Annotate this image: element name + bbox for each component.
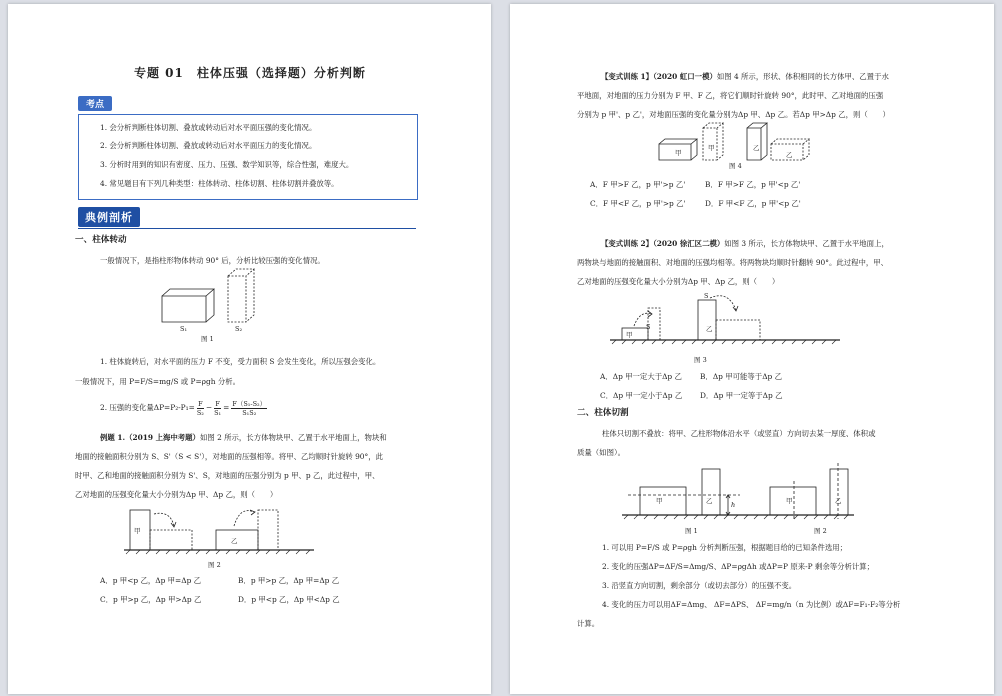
option-d: D．F 甲<F 乙，p 甲'<p 乙' <box>705 199 801 208</box>
figure-4-label-jia: 甲 <box>675 149 682 157</box>
kaodian-tag: 考点 <box>78 96 112 111</box>
paragraph: 一般情况下，是指柱形物体转动 90° 后，分析比较压强的变化情况。 <box>100 256 325 265</box>
figure-3-caption: 图 3 <box>694 356 707 364</box>
figure-3-label-s-yi: S <box>704 292 709 300</box>
figure-3-label-yi: 乙 <box>706 325 713 333</box>
variant-1-first-line <box>601 71 889 82</box>
variant-2-label: 【变式训练 2】（2020 徐汇区二模） <box>601 239 725 248</box>
fraction-denominator: S₂ <box>196 408 204 417</box>
figure-2-caption: 图 2 <box>208 561 221 569</box>
section-heading: 一、柱体转动 <box>75 235 127 245</box>
figure-3-label-jia: 甲 <box>626 331 633 339</box>
paragraph: 计算。 <box>577 619 600 628</box>
paragraph: 一般情况下，用 P=F/S=mg/S 或 P=ρgh 分析。 <box>75 377 241 386</box>
fraction-denominator: S₁S₂ <box>242 408 257 417</box>
example-1-text: 地面的接触面积分别为 S、S'（S < S'），对地面的压强相等。将甲、乙均顺时针旋转 90°，此 <box>75 452 383 461</box>
paragraph: 质量（如图）。 <box>577 448 626 457</box>
figure-2-label-jia: 甲 <box>134 527 141 535</box>
fraction-numerator: F <box>215 399 220 408</box>
figure-1-caption: 图 1 <box>201 335 214 343</box>
fraction <box>197 400 204 417</box>
cut-figure-label-yi: 乙 <box>706 497 713 505</box>
example-1-text: 乙对地面的压强变化量大小分别为Δp 甲、Δp 乙，则（ ） <box>75 490 278 499</box>
formula-line <box>100 396 269 420</box>
figure-4-label-yi: 乙 <box>753 144 760 152</box>
section-band-rule <box>78 228 416 229</box>
figure-4-label-jia-rotated: 甲 <box>708 144 715 152</box>
option-a: A．Δp 甲一定大于Δp 乙 <box>600 372 682 381</box>
formula-prefix: 2. 压强的变化量ΔP=P₂-P₁= <box>100 403 195 412</box>
figure-2-label-yi: 乙 <box>231 537 238 545</box>
cut-figure-label-yi-2: 乙 <box>835 497 842 505</box>
example-1-label: 例题 1.（2019 上海中考题） <box>100 433 200 442</box>
kaodian-item: 2. 会分析判断柱体切割、叠放或转动后对水平面压力的变化情况。 <box>100 141 317 150</box>
list-item: 4. 变化的压力可以用ΔF=Δmg、 ΔF=ΔPS、 ΔF=mg/n（n 为比例）或ΔF=F₁-F₂等分析 <box>602 600 901 609</box>
kaodian-item: 1. 会分析判断柱体切割、叠放或转动后对水平面压强的变化情况。 <box>100 123 317 132</box>
variant-2-first-line <box>601 238 889 249</box>
cut-figure-label-h: h <box>731 501 736 509</box>
option-c: C．p 甲>p 乙，Δp 甲>Δp 乙 <box>100 595 202 604</box>
cut-figure-caption-1: 图 1 <box>685 527 698 535</box>
paragraph: 1. 柱体旋转后，对水平面的压力 F 不变，受力面积 S 会发生变化，所以压强会变化。 <box>100 357 381 366</box>
option-d: D．p 甲<p 乙，Δp 甲<Δp 乙 <box>238 595 340 604</box>
option-c: C．Δp 甲一定小于Δp 乙 <box>600 391 683 400</box>
fraction-numerator: F <box>198 399 203 408</box>
figure-3 <box>610 288 850 352</box>
fraction-numerator: F（S₁-S₂） <box>232 399 267 408</box>
fraction <box>214 400 221 417</box>
example-1-text: 如图 2 所示，长方体物块甲、乙置于水平地面上，物块和 <box>199 433 387 442</box>
example-1-first-line <box>100 432 387 443</box>
fraction <box>231 400 267 417</box>
page-title: 专题 01 柱体压强（选择题）分析判断 <box>134 66 366 80</box>
section-heading: 二、柱体切割 <box>577 408 629 418</box>
figure-1-label-s2: S₂ <box>235 325 243 333</box>
variant-1-label: 【变式训练 1】（2020 虹口一模） <box>601 72 717 81</box>
option-c: C．F 甲<F 乙，p 甲'>p 乙' <box>590 199 686 208</box>
option-a: A．p 甲<p 乙，Δp 甲=Δp 乙 <box>100 576 202 585</box>
formula-operator: − <box>205 403 213 412</box>
cut-figure-caption-2: 图 2 <box>814 527 827 535</box>
variant-1-text: 平地面，对地面的压力分别为 F 甲、F 乙，将它们顺时针旋转 90°，此时甲、乙对地面的压强 <box>577 91 884 100</box>
option-b: B．F 甲>F 乙，p 甲'<p 乙' <box>705 180 801 189</box>
formula-operator: = <box>223 403 230 412</box>
document-page-right <box>510 4 994 694</box>
option-b: B．Δp 甲可能等于Δp 乙 <box>700 372 783 381</box>
option-b: B．p 甲>p 乙，Δp 甲=Δp 乙 <box>238 576 340 585</box>
figure-4-caption: 图 4 <box>729 162 742 170</box>
figure-4-label-yi-rotated: 乙 <box>786 151 793 159</box>
paragraph: 柱体只切割不叠放：将甲、乙柱形物体沿水平（或竖直）方向切去某一厚度、体积或 <box>602 429 876 438</box>
figure-3-label-s-jia: S <box>646 323 651 331</box>
kaodian-item: 4. 常见题目有下列几种类型：柱体转动、柱体切割、柱体切割并叠放等。 <box>100 179 339 188</box>
list-item: 2. 变化的压强ΔP=ΔF/S=Δmg/S、ΔP=ρgΔh 或ΔP=P 原来-P 剩余等分析计算； <box>602 562 875 571</box>
list-item: 1. 可以用 P=F/S 或 P=ρgh 分析判断压强，根据题目给的已知条件选用； <box>602 543 848 552</box>
variant-2-text: 如图 3 所示，长方体物块甲、乙置于水平地面上， <box>724 239 889 248</box>
cut-figure-label-jia: 甲 <box>656 497 663 505</box>
list-item: 3. 沿竖直方向切割，剩余部分（或切去部分）的压强不变。 <box>602 581 797 590</box>
figure-4 <box>655 120 825 166</box>
figure-cutting <box>622 461 862 523</box>
variant-1-text: 分别为 p 甲'、p 乙'，对地面压强的变化量分别为Δp 甲、Δp 乙。若Δp 甲>Δp 乙，则（ ） <box>577 110 890 119</box>
section-band: 典例剖析 <box>78 207 140 227</box>
kaodian-item: 3. 分析时用到的知识有密度、压力、压强、数学知识等，综合性强，难度大。 <box>100 160 354 169</box>
document-page-left <box>8 4 491 694</box>
option-d: D．Δp 甲一定等于Δp 乙 <box>700 391 783 400</box>
figure-1 <box>158 266 278 346</box>
variant-2-text: 两物块与地面的接触面积、对地面的压强均相等。将两物块均顺时针翻转 90°。此过程中，甲、 <box>577 258 889 267</box>
option-a: A．F 甲>F 乙，p 甲'>p 乙' <box>590 180 686 189</box>
fraction-denominator: S₁ <box>214 408 222 417</box>
variant-1-text: 如图 4 所示，形状、体积相同的长方体甲、乙置于水 <box>716 72 889 81</box>
example-1-text: 时甲、乙和地面的接触面积分别为 S'、S，对地面的压强分别为 p 甲、p 乙，此过程中，甲、 <box>75 471 380 480</box>
cut-figure-label-jia-2: 甲 <box>786 497 793 505</box>
figure-2 <box>124 502 324 562</box>
variant-2-text: 乙对地面的压强变化量大小分别为Δp 甲、Δp 乙，则（ ） <box>577 277 780 286</box>
figure-1-label-s1: S₁ <box>180 325 188 333</box>
